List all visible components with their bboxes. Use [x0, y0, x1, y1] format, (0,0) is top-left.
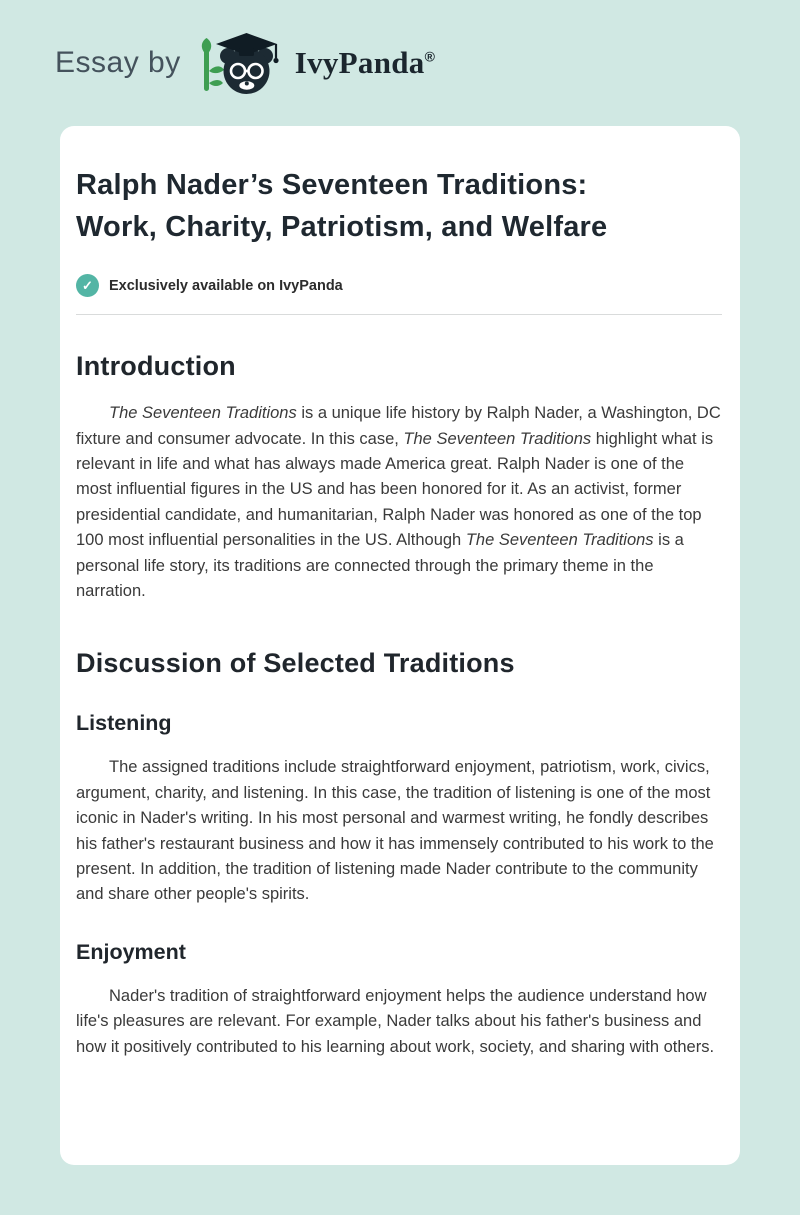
brand-name[interactable]: [295, 45, 436, 81]
brand-text: IvyPanda: [294, 45, 425, 80]
availability-text: Exclusively available on IvyPanda: [109, 277, 343, 294]
registered-mark: ®: [424, 48, 436, 65]
essay-title-line2: Work, Charity, Patriotism, and Welfare: [76, 211, 608, 244]
panda-graduate-icon: [197, 31, 285, 95]
ivypanda-logo[interactable]: [197, 31, 285, 95]
section-heading-discussion: Discussion of Selected Traditions: [76, 648, 515, 679]
essay-title-line1: Ralph Nader’s Seventeen Traditions:: [76, 169, 588, 201]
section-heading-introduction: Introduction: [76, 351, 236, 382]
enjoyment-paragraph: Nader's tradition of straightforward enjoyment helps the audience understand how life's pleasures are relevant. For example, Nader talks about his father's business and how it positively contributed to his learning about work, society, and sharing with others.: [76, 986, 715, 1056]
checkmark-icon: ✓: [76, 274, 99, 297]
subheading-listening: Listening: [76, 711, 172, 736]
essay-card: [60, 126, 740, 1165]
availability-badge: [76, 274, 722, 297]
divider: [76, 314, 722, 315]
header: [0, 0, 800, 126]
subheading-enjoyment: Enjoyment: [76, 939, 186, 964]
introduction-paragraph: The Seventeen Traditions is a unique life history by Ralph Nader, a Washington, DC fixture and consumer advocate. In this case, The Seventeen Traditions highlight what is relevant in life and what has always made America great. Ralph Nader is one of the most influential figures in the US and has been honored for it. As an activist, former presidential candidate, and humanitarian, Ralph Nader was honored as one of the top 100 most influential personalities in the US. Although The Seventeen Traditions is a personal life story, its traditions are connected through the primary theme in the narration.: [76, 404, 721, 600]
essay-by-label: Essay by: [55, 46, 181, 79]
listening-paragraph: The assigned traditions include straightforward enjoyment, patriotism, work, civics, argument, charity, and listening. In this case, the tradition of listening is one of the most iconic in Nader's writing. In his most personal and warmest writing, he fondly describes his father's restaurant business and how it has immensely contributed to his work to the present. In addition, the tradition of listening made Nader contribute to the community and share other people's spirits.: [76, 758, 714, 904]
essay-title: [76, 164, 722, 248]
